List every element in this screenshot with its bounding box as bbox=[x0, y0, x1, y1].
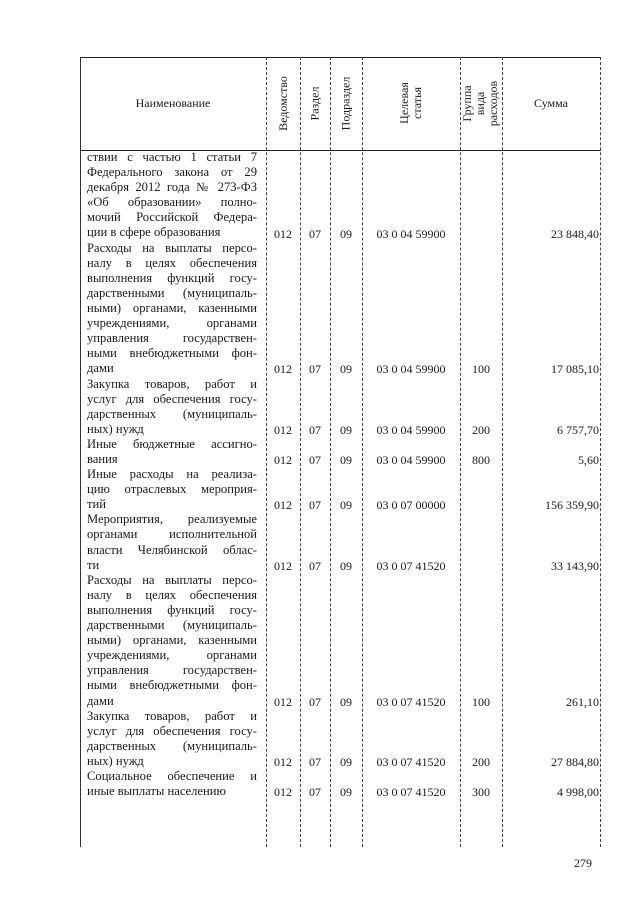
row-name bbox=[87, 467, 257, 512]
row-name-line: дами bbox=[87, 693, 114, 708]
row-name-line: управления государствен- bbox=[87, 331, 257, 346]
row-name-line: выполнения функций госу- bbox=[87, 602, 257, 617]
row-name-line: ными внебюджетными фон- bbox=[87, 346, 257, 361]
row-name-line: органами исполнительной bbox=[87, 527, 257, 542]
row-name bbox=[87, 377, 257, 437]
row-name-line: дарственными (муниципаль- bbox=[87, 285, 257, 300]
cell-razdel: 07 bbox=[309, 422, 321, 437]
header-tselevaya bbox=[362, 57, 460, 149]
cell-gruppa: 100 bbox=[472, 362, 490, 377]
row-name-line: Расходы на выплаты персо- bbox=[87, 240, 257, 255]
cell-ved: 012 bbox=[274, 453, 292, 467]
cell-gruppa: 100 bbox=[472, 694, 490, 709]
row-name-line: ных) нужд bbox=[87, 753, 144, 768]
row-name-line: тий bbox=[87, 497, 106, 512]
row-name-line: дарственных (муниципаль- bbox=[87, 738, 257, 753]
row-name-line: услуг для обеспечения госу- bbox=[87, 723, 257, 738]
cell-podrazdel: 09 bbox=[340, 453, 352, 467]
row-name-line: ными) органами, казенными bbox=[87, 300, 257, 315]
cell-podrazdel: 09 bbox=[340, 694, 352, 709]
cell-ved: 012 bbox=[274, 755, 292, 769]
cell-gruppa: 200 bbox=[472, 422, 490, 437]
row-name-line: управления государствен- bbox=[87, 663, 257, 678]
row-name bbox=[87, 573, 257, 709]
cell-summa: 5,60 bbox=[578, 453, 599, 467]
row-name-line: ти bbox=[87, 557, 100, 572]
cell-tselevaya: 03 0 04 59900 bbox=[376, 226, 446, 241]
header-podrazdel bbox=[330, 57, 362, 149]
cell-razdel: 07 bbox=[309, 755, 321, 769]
row-name-line: ными внебюджетными фон- bbox=[87, 678, 257, 693]
row-name bbox=[87, 150, 257, 241]
cell-ved: 012 bbox=[274, 694, 292, 709]
cell-podrazdel: 09 bbox=[340, 558, 352, 573]
row-name bbox=[87, 769, 257, 799]
cell-razdel: 07 bbox=[309, 362, 321, 377]
header-name bbox=[80, 57, 266, 149]
header-gruppa bbox=[460, 57, 502, 149]
cell-ved: 012 bbox=[274, 558, 292, 573]
cell-summa: 27 884,80 bbox=[551, 755, 599, 769]
cell-summa: 17 085,10 bbox=[551, 362, 599, 377]
row-name-line: ных) нужд bbox=[87, 421, 144, 436]
page-number: 279 bbox=[574, 856, 592, 870]
cell-razdel: 07 bbox=[309, 694, 321, 709]
cell-razdel: 07 bbox=[309, 498, 321, 513]
header-gruppa-label: Группа вида расходов bbox=[460, 80, 501, 126]
row-name-line: ствии с частью 1 статьи 7 bbox=[87, 150, 257, 164]
cell-gruppa: 300 bbox=[472, 785, 490, 800]
row-name-line: мочий Российской Федера- bbox=[87, 210, 257, 225]
row-name-line: дарственными (муниципаль- bbox=[87, 618, 257, 633]
cell-ved: 012 bbox=[274, 785, 292, 800]
cell-ved: 012 bbox=[274, 362, 292, 377]
cell-razdel: 07 bbox=[309, 558, 321, 573]
column-divider bbox=[300, 57, 301, 847]
column-divider bbox=[502, 57, 503, 847]
cell-ved: 012 bbox=[274, 422, 292, 437]
column-divider bbox=[330, 57, 331, 847]
row-name-line: налу в целях обеспечения bbox=[87, 255, 257, 270]
cell-podrazdel: 09 bbox=[340, 362, 352, 377]
cell-tselevaya: 03 0 07 00000 bbox=[376, 498, 446, 513]
cell-tselevaya: 03 0 07 41520 bbox=[376, 785, 446, 800]
cell-gruppa: 200 bbox=[472, 755, 490, 769]
row-name-line: декабря 2012 года № 273-ФЗ bbox=[87, 180, 257, 195]
cell-summa: 23 848,40 bbox=[551, 226, 599, 241]
row-name-line: «Об образовании» полно- bbox=[87, 195, 257, 210]
row-name-line: выполнения функций госу- bbox=[87, 270, 257, 285]
cell-summa: 33 143,90 bbox=[551, 558, 599, 573]
cell-summa: 6 757,70 bbox=[557, 422, 599, 437]
header-tselevaya-label: Целевая статья bbox=[397, 82, 424, 124]
column-divider bbox=[460, 57, 461, 847]
row-name-line: учреждениями, органами bbox=[87, 316, 257, 331]
cell-tselevaya: 03 0 04 59900 bbox=[376, 453, 446, 467]
row-name-line: вания bbox=[87, 451, 118, 466]
row-name-line: Иные расходы на реализа- bbox=[87, 467, 257, 482]
cell-podrazdel: 09 bbox=[340, 785, 352, 800]
cell-tselevaya: 03 0 07 41520 bbox=[376, 558, 446, 573]
header-podrazdel-label: Подраздел bbox=[338, 76, 353, 130]
header-ved-label: Ведомство bbox=[275, 75, 290, 131]
row-name-line: дарственных (муниципаль- bbox=[87, 406, 257, 421]
cell-summa: 4 998,00 bbox=[557, 785, 599, 800]
row-name bbox=[87, 437, 257, 467]
row-name-line: Федерального закона от 29 bbox=[87, 165, 257, 180]
table-border-right bbox=[600, 57, 601, 847]
cell-tselevaya: 03 0 07 41520 bbox=[376, 694, 446, 709]
row-name-line: иные выплаты населению bbox=[87, 784, 226, 799]
row-name-line: услуг для обеспечения госу- bbox=[87, 391, 257, 406]
cell-podrazdel: 09 bbox=[340, 755, 352, 769]
cell-tselevaya: 03 0 07 41520 bbox=[376, 755, 446, 769]
row-name bbox=[87, 241, 257, 377]
cell-podrazdel: 09 bbox=[340, 422, 352, 437]
row-name-line: Социальное обеспечение и bbox=[87, 769, 257, 784]
cell-gruppa: 800 bbox=[472, 453, 490, 467]
cell-summa: 156 359,90 bbox=[545, 498, 599, 513]
cell-tselevaya: 03 0 04 59900 bbox=[376, 362, 446, 377]
cell-razdel: 07 bbox=[309, 226, 321, 241]
row-name bbox=[87, 512, 257, 572]
row-name-line: Закупка товаров, работ и bbox=[87, 708, 257, 723]
row-name bbox=[87, 709, 257, 769]
row-name-line: ции в сфере образования bbox=[87, 225, 221, 240]
cell-razdel: 07 bbox=[309, 453, 321, 467]
table-border-left bbox=[80, 57, 81, 847]
row-name-line: учреждениями, органами bbox=[87, 648, 257, 663]
row-name-line: ными) органами, казенными bbox=[87, 633, 257, 648]
cell-podrazdel: 09 bbox=[340, 226, 352, 241]
header-razdel bbox=[300, 57, 330, 149]
row-name-line: Закупка товаров, работ и bbox=[87, 376, 257, 391]
cell-tselevaya: 03 0 04 59900 bbox=[376, 422, 446, 437]
header-name-label: Наименование bbox=[135, 95, 211, 110]
column-divider bbox=[362, 57, 363, 847]
row-name-line: цию отраслевых мероприя- bbox=[87, 482, 257, 497]
header-ved bbox=[266, 57, 300, 149]
cell-summa: 261,10 bbox=[566, 694, 599, 709]
header-summa bbox=[502, 57, 600, 149]
row-name-line: налу в целях обеспечения bbox=[87, 587, 257, 602]
row-name-line: власти Челябинской облас- bbox=[87, 542, 257, 557]
cell-ved: 012 bbox=[274, 498, 292, 513]
cell-ved: 012 bbox=[274, 226, 292, 241]
row-name-line: Расходы на выплаты персо- bbox=[87, 572, 257, 587]
row-name-line: Иные бюджетные ассигно- bbox=[87, 436, 257, 451]
header-razdel-label: Раздел bbox=[307, 86, 322, 120]
column-divider bbox=[266, 57, 267, 847]
cell-razdel: 07 bbox=[309, 785, 321, 800]
header-summa-label: Сумма bbox=[534, 95, 568, 110]
row-name-line: Мероприятия, реализуемые bbox=[87, 512, 257, 527]
row-name-line: дами bbox=[87, 361, 114, 376]
cell-podrazdel: 09 bbox=[340, 498, 352, 513]
